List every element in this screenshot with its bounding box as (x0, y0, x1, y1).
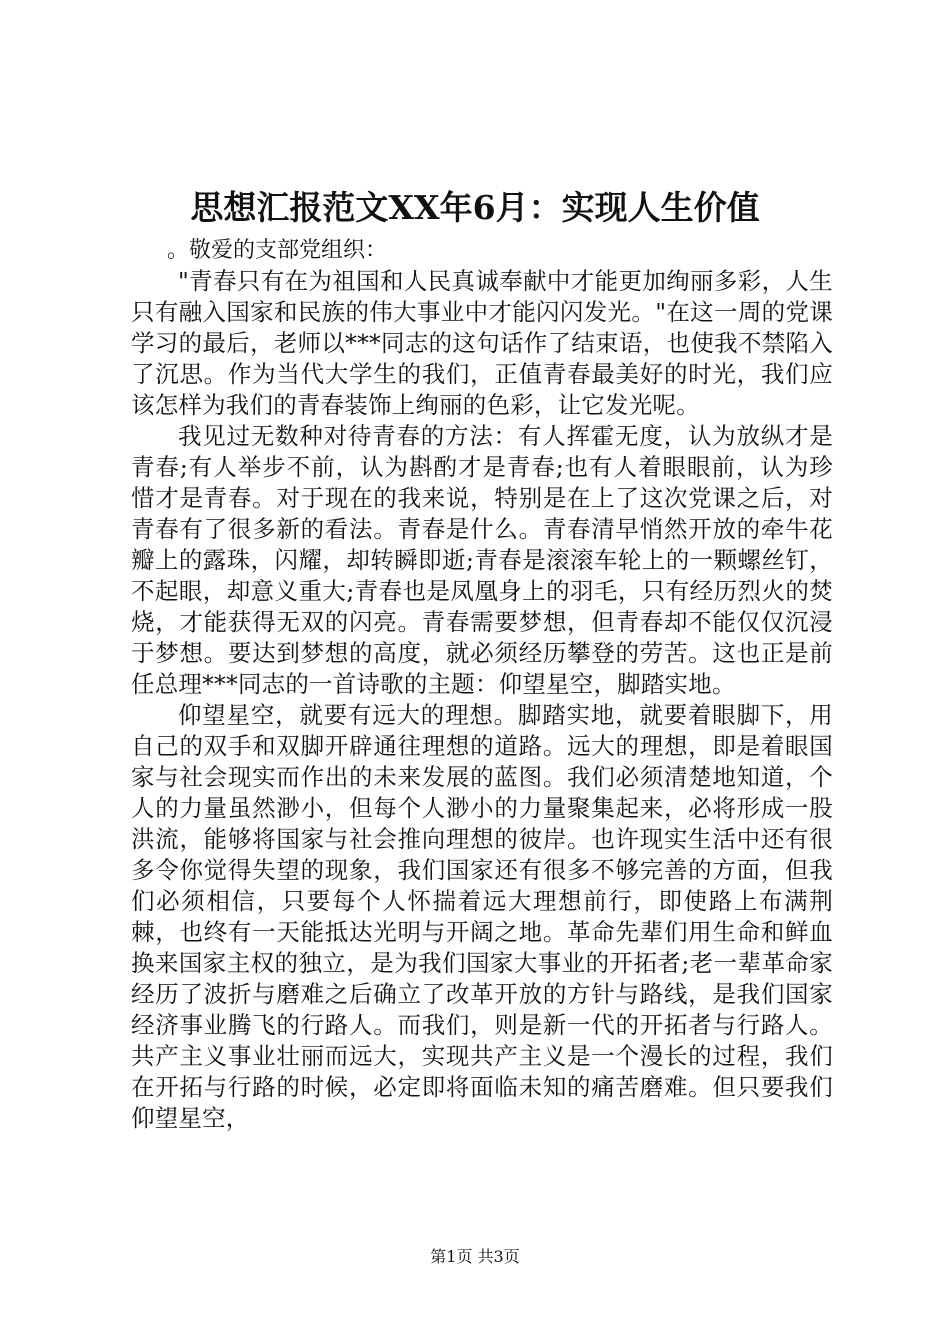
paragraph: "青春只有在为祖国和人民真诚奉献中才能更加绚丽多彩，人生只有融入国家和民族的伟大事业中才能闪闪发光。"在这一周的党课学习的最后，老师以***同志的这句话作了结束语，也使我不禁陷入了沉思。作为当代大学生的我们，正值青春最美好的时光，我们应该怎样为我们的青春装饰上绚丽的色彩，让它发光呢。 (131, 267, 833, 419)
document-title: 思想汇报范文XX年6月：实现人生价值 (190, 188, 760, 227)
paragraph: 仰望星空，就要有远大的理想。脚踏实地，就要着眼脚下，用自己的双手和双脚开辟通往理想的道路。远大的理想，即是着眼国家与社会现实而作出的未来发展的蓝图。我们必须清楚地知道，个人的力量虽然渺小，但每个人渺小的力量聚集起来，必将形成一股洪流，能够将国家与社会推向理想的彼岸。也许现实生活中还有很多令你觉得失望的现象，我们国家还有很多不够完善的方面，但我们必须相信，只要每个人怀揣着远大理想前行，即使路上布满荆棘，也终有一天能抵达光明与开阔之地。革命先辈们用生命和鲜血换来国家主权的独立，是为我们国家大事业的开拓者;老一辈革命家经历了波折与磨难之后确立了改革开放的方针与路线，是我们国家经济事业腾飞的行路人。而我们，则是新一代的开拓者与行路人。共产主义事业壮丽而远大，实现共产主义是一个漫长的过程，我们在开拓与行路的时候，必定即将面临未知的痛苦磨难。但只要我们仰望星空， (131, 701, 833, 1132)
salutation: 。敬爱的支部党组织： (167, 238, 388, 263)
document-body (131, 266, 833, 1134)
paragraph: 我见过无数种对待青春的方法：有人挥霍无度，认为放纵才是青春;有人举步不前，认为斟酌才是青春;也有人着眼眼前，认为珍惜才是青春。对于现在的我来说，特别是在上了这次党课之后，对青春有了很多新的看法。青春是什么。青春清早悄然开放的牵牛花瓣上的露珠，闪耀，却转瞬即逝;青春是滚滚车轮上的一颗螺丝钉，不起眼，却意义重大;青春也是凤凰身上的羽毛，只有经历烈火的焚烧，才能获得无双的闪亮。青春需要梦想，但青春却不能仅仅沉浸于梦想。要达到梦想的高度，就必须经历攀登的劳苦。这也正是前任总理***同志的一首诗歌的主题：仰望星空，脚踏实地。 (131, 422, 833, 698)
page-footer: 第1页 共3页 (430, 1247, 520, 1266)
